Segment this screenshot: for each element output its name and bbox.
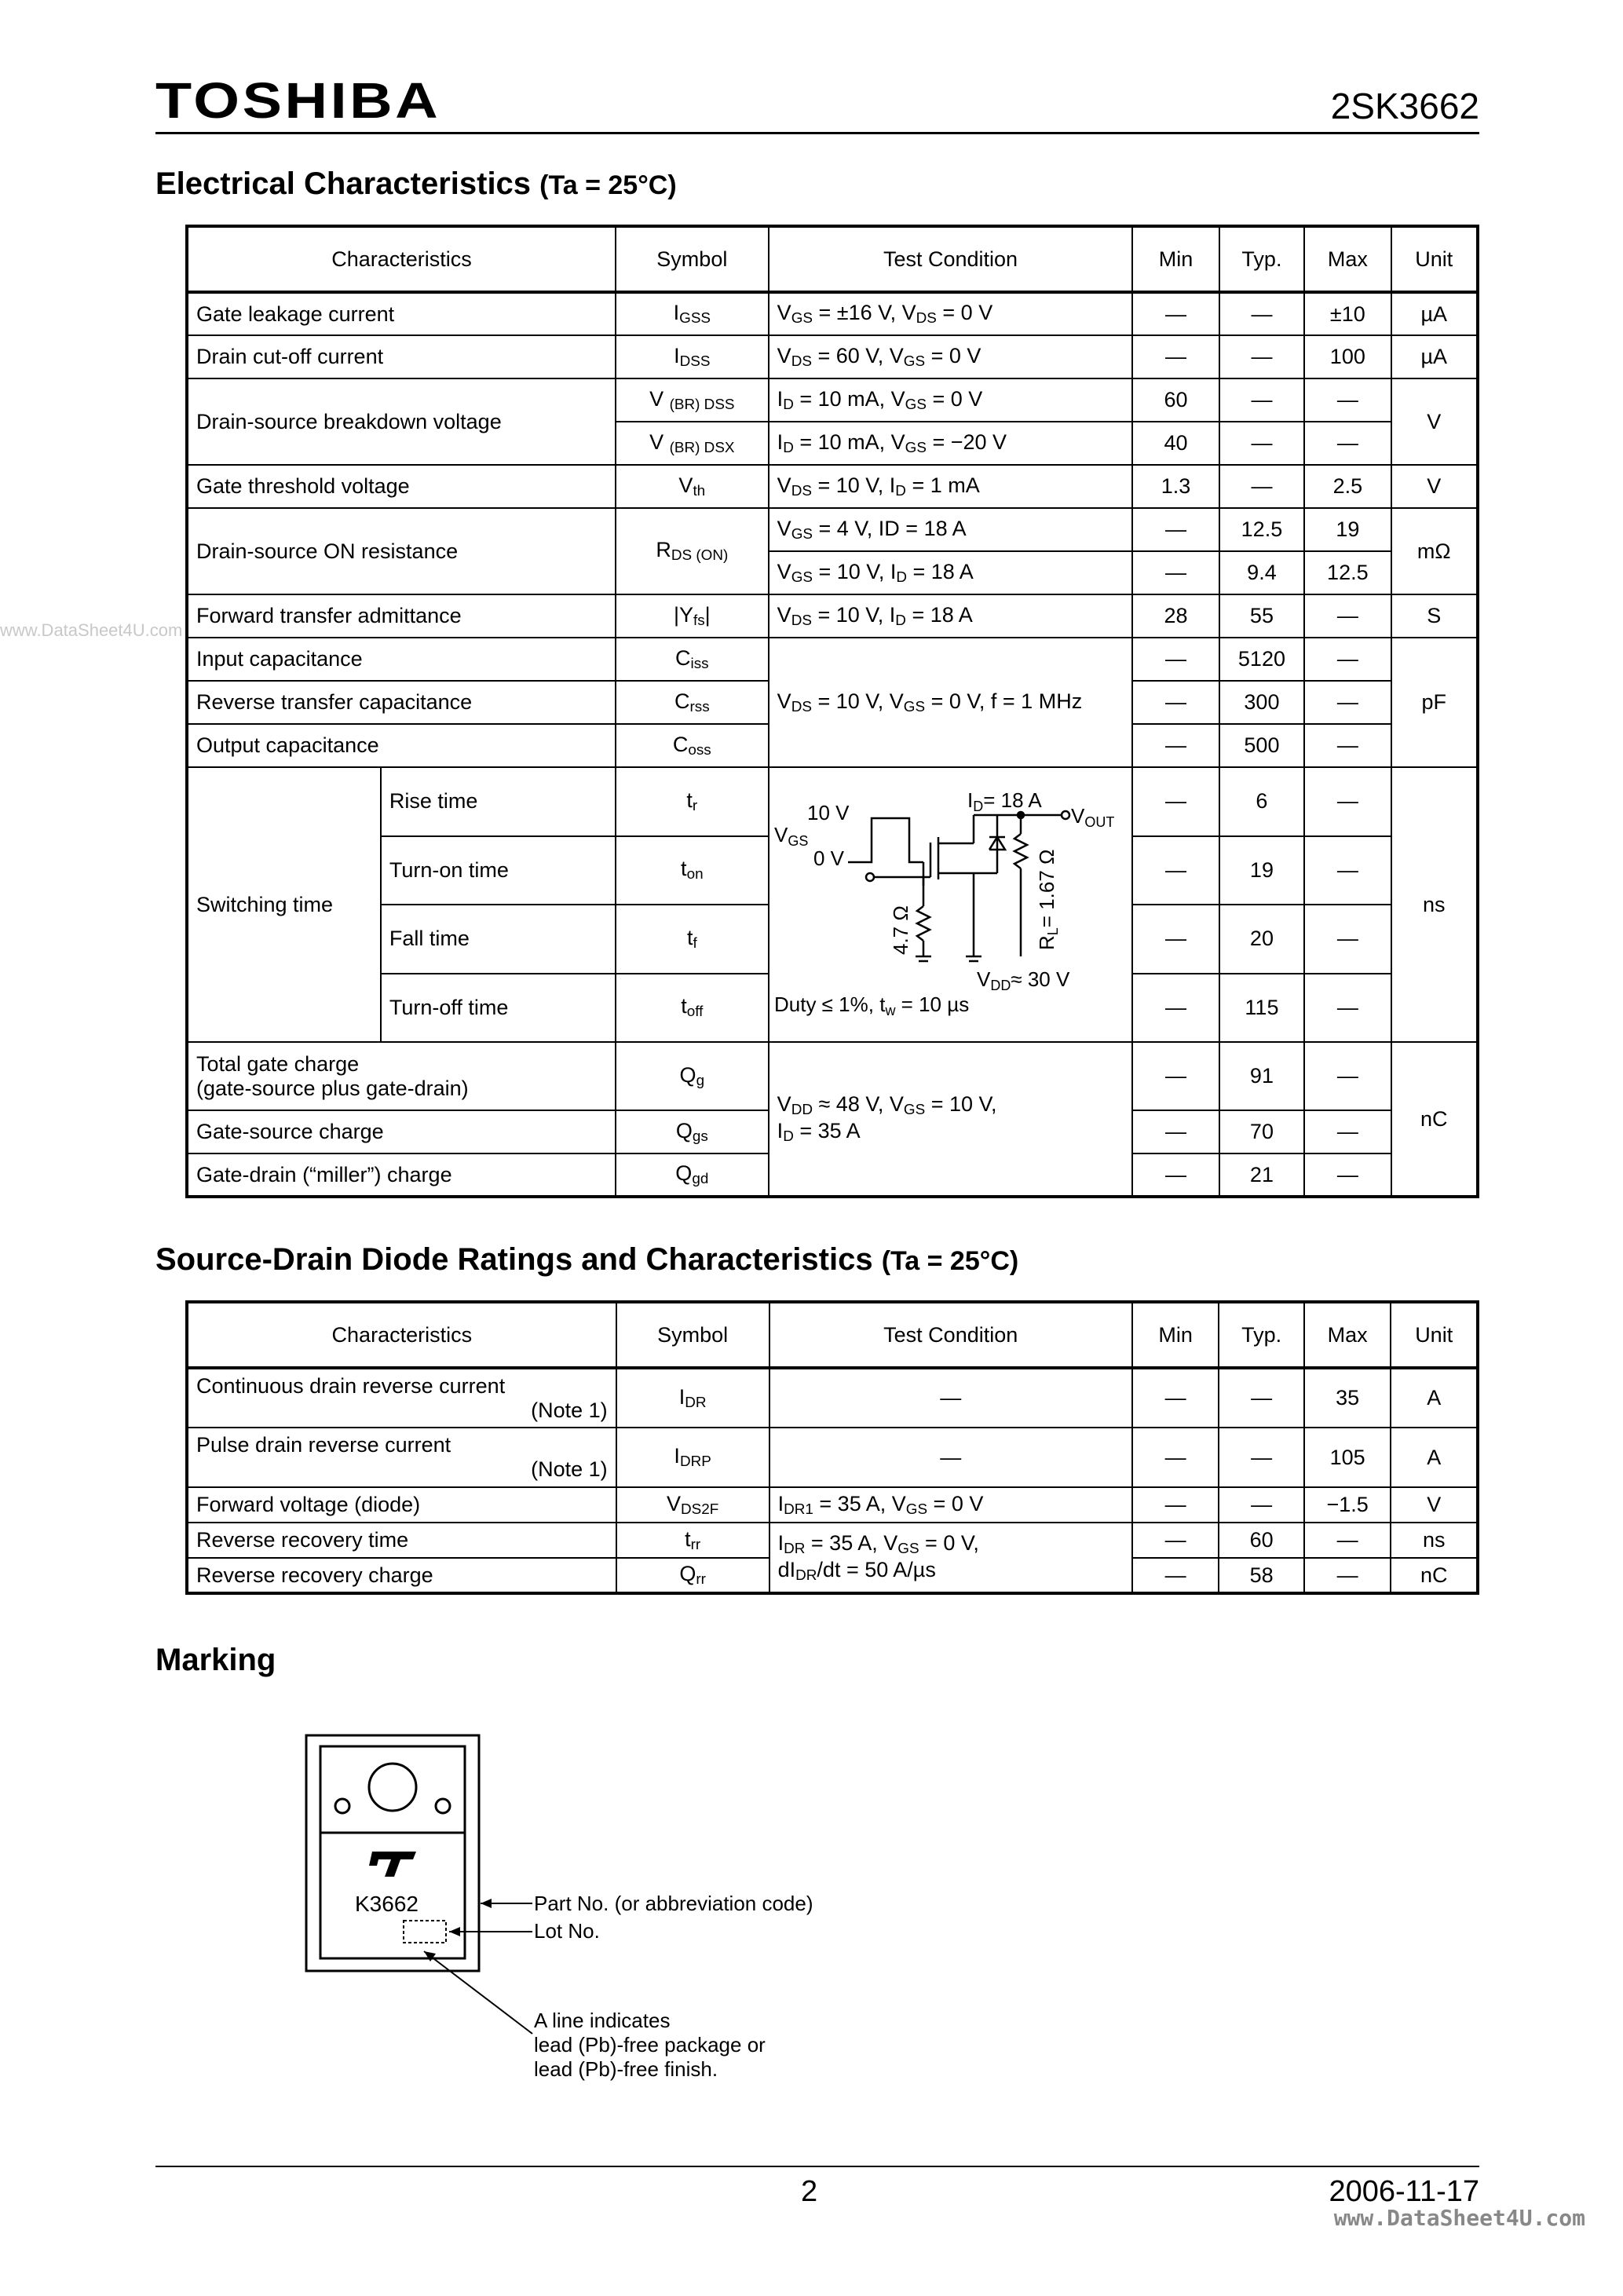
cell-name-text: Pulse drain reverse current	[196, 1433, 451, 1457]
table-row	[187, 1428, 1478, 1487]
cell-name: Gate-drain (“miller”) charge	[187, 1153, 616, 1197]
cell-min: —	[1132, 836, 1219, 905]
cell-unit: V	[1391, 1487, 1478, 1523]
circuit-duty: Duty ≤ 1%, tw = 10 µs	[773, 993, 969, 1018]
cell-typ: 55	[1219, 594, 1304, 638]
cell-symbol: $t_{on}$	[616, 836, 769, 905]
cell-symbol: $t_r$	[616, 767, 769, 836]
cell-condition: $V_{DS} = 10$ V, $I_D = 1$ mA	[769, 465, 1133, 508]
cell-max: —	[1304, 905, 1391, 974]
footer-rule	[155, 2166, 1479, 2167]
cell-min: —	[1132, 292, 1219, 335]
cell-min: —	[1132, 1558, 1219, 1593]
electrical-table	[185, 225, 1479, 1198]
cell-typ: 58	[1219, 1558, 1304, 1593]
cell-typ: 91	[1219, 1042, 1304, 1110]
cell-min: —	[1132, 724, 1219, 767]
circuit-id: ID= 18 A	[967, 788, 1042, 814]
cell-name: Input capacitance	[187, 638, 616, 681]
cell-symbol: $I_{GSS}$	[616, 292, 769, 335]
marking-part-label: Part No. (or abbreviation code)	[534, 1892, 813, 1915]
circuit-vout: VOUT	[1070, 804, 1115, 830]
cell-symbol: $C_{iss}$	[616, 638, 769, 681]
electrical-title	[155, 168, 677, 199]
cell-typ: 500	[1219, 724, 1304, 767]
electrical-title-text: Electrical Characteristics	[155, 166, 532, 201]
cell-symbol: $Q_{gs}$	[616, 1110, 769, 1153]
cell-min: —	[1132, 1487, 1219, 1523]
cell-max: —	[1304, 1558, 1391, 1593]
diode-table	[185, 1300, 1479, 1595]
cell-typ: —	[1219, 335, 1304, 378]
cell-max: 12.5	[1304, 551, 1391, 594]
cell-condition: $V_{GS} = 4$ V, ID = 18 A	[769, 508, 1133, 551]
cell-max: 35	[1304, 1368, 1391, 1428]
cell-typ: 70	[1219, 1110, 1304, 1153]
cell-condition: $I_{DR1} = 35$ A, $V_{GS} = 0$ V	[769, 1487, 1132, 1523]
cell-unit: nC	[1391, 1558, 1478, 1593]
cell-max: ±10	[1304, 292, 1391, 335]
diode-title-cond: (Ta = 25°C)	[881, 1246, 1019, 1276]
cell-max: —	[1304, 1110, 1391, 1153]
cell-min: —	[1132, 1153, 1219, 1197]
cell-name	[187, 1368, 616, 1428]
cell-min: —	[1132, 1110, 1219, 1153]
cell-condition: $V_{DD} \approx 48$ V, $V_{GS} = 10$ V, $I_D = 35$ A	[769, 1042, 1133, 1197]
table-row	[187, 1042, 1478, 1110]
cell-symbol: $Q_{gd}$	[616, 1153, 769, 1197]
col-test-condition: Test Condition	[769, 226, 1133, 292]
col-min: Min	[1132, 226, 1219, 292]
cell-symbol: $t_{off}$	[616, 974, 769, 1043]
cell-min: 40	[1132, 422, 1219, 465]
brand-logo: TOSHIBA	[155, 72, 441, 129]
cell-max: 100	[1304, 335, 1391, 378]
cell-symbol: $I_{DR}$	[616, 1368, 769, 1428]
cell-symbol: $R_{DS (ON)}$	[616, 508, 769, 594]
page-number: 2	[801, 2175, 818, 2208]
cell-typ: 6	[1219, 767, 1304, 836]
col-characteristics: Characteristics	[187, 1302, 616, 1368]
cell-min: 60	[1132, 378, 1219, 422]
col-symbol: Symbol	[616, 226, 769, 292]
cell-max: —	[1304, 1523, 1391, 1558]
cell-condition: $V_{GS} = 10$ V, $I_D = 18$ A	[769, 551, 1133, 594]
cell-max: 105	[1304, 1428, 1391, 1487]
cell-min: —	[1132, 638, 1219, 681]
cell-min: —	[1132, 767, 1219, 836]
table-row	[187, 767, 1478, 836]
col-test-condition: Test Condition	[769, 1302, 1132, 1368]
cell-symbol: $V_{DS2F}$	[616, 1487, 769, 1523]
cell-min: —	[1132, 1523, 1219, 1558]
cell-max: —	[1304, 681, 1391, 724]
cell-note: (Note 1)	[531, 1457, 608, 1481]
switching-test-circuit	[769, 768, 1131, 1041]
cell-name: Gate threshold voltage	[187, 465, 616, 508]
table-row	[187, 594, 1478, 638]
cell-max: —	[1304, 1042, 1391, 1110]
cell-typ: —	[1219, 378, 1304, 422]
cell-symbol: $t_{rr}$	[616, 1523, 769, 1558]
col-typ: Typ.	[1219, 226, 1304, 292]
cell-name: Reverse recovery time	[187, 1523, 616, 1558]
cell-typ: 5120	[1219, 638, 1304, 681]
cell-name: Gate leakage current	[187, 292, 616, 335]
cell-typ: —	[1219, 292, 1304, 335]
cell-symbol: V $_{(BR) DSX}$	[616, 422, 769, 465]
cell-condition: $I_D = 10$ mA, $V_{GS} = 0$ V	[769, 378, 1133, 422]
table-header-row	[187, 1302, 1478, 1368]
marking-note-1: A line indicates	[534, 2009, 671, 2032]
watermark-bottom: www.DataSheet4U.com	[1333, 2205, 1585, 2231]
toshiba-t-logo-icon	[369, 1852, 416, 1877]
table-row	[187, 1523, 1478, 1558]
cell-subname: Fall time	[381, 905, 616, 974]
cell-min: —	[1132, 1368, 1219, 1428]
cell-typ: 9.4	[1219, 551, 1304, 594]
part-number: 2SK3662	[1330, 86, 1479, 126]
col-symbol: Symbol	[616, 1302, 769, 1368]
col-min: Min	[1132, 1302, 1219, 1368]
cell-unit: V	[1391, 378, 1478, 465]
cell-name	[187, 1428, 616, 1487]
cell-max: —	[1304, 974, 1391, 1043]
circuit-vgs: VGS	[773, 823, 809, 849]
circuit-vdd: VDD≈ 30 V	[976, 967, 1069, 993]
cell-min: —	[1132, 551, 1219, 594]
cell-symbol: $I_{DRP}$	[616, 1428, 769, 1487]
doc-date: 2006-11-17	[1329, 2175, 1479, 2208]
cell-max: —	[1304, 724, 1391, 767]
col-unit: Unit	[1391, 226, 1478, 292]
cell-max: —	[1304, 767, 1391, 836]
cell-symbol: $I_{DSS}$	[616, 335, 769, 378]
cell-name: Reverse recovery charge	[187, 1558, 616, 1593]
cell-min: —	[1132, 905, 1219, 974]
cell-name: Reverse transfer capacitance	[187, 681, 616, 724]
cell-name: Drain-source breakdown voltage	[187, 378, 616, 465]
cell-symbol: $C_{oss}$	[616, 724, 769, 767]
cell-unit: A	[1391, 1368, 1478, 1428]
cell-typ: —	[1219, 465, 1304, 508]
cell-min: —	[1132, 508, 1219, 551]
col-typ: Typ.	[1219, 1302, 1304, 1368]
table-row	[187, 465, 1478, 508]
cell-typ: —	[1219, 1368, 1304, 1428]
diode-title	[155, 1244, 1018, 1275]
cell-unit: ns	[1391, 767, 1478, 1042]
cell-symbol: $V_{th}$	[616, 465, 769, 508]
cell-name: Drain-source ON resistance	[187, 508, 616, 594]
cell-max: —	[1304, 594, 1391, 638]
cell-symbol: $t_f$	[616, 905, 769, 974]
table-header-row	[187, 226, 1478, 292]
cell-name: Switching time	[187, 767, 381, 1042]
cell-condition: $V_{GS} = \pm 16$ V, $V_{DS} = 0$ V	[769, 292, 1133, 335]
cell-name: Forward transfer admittance	[187, 594, 616, 638]
cell-max: —	[1304, 1153, 1391, 1197]
cell-typ: —	[1219, 1428, 1304, 1487]
cell-unit: nC	[1391, 1042, 1478, 1197]
cell-min: —	[1132, 1042, 1219, 1110]
cell-unit: A	[1391, 1428, 1478, 1487]
cell-subname: Rise time	[381, 767, 616, 836]
marking-lot-label: Lot No.	[534, 1919, 600, 1943]
cell-max: −1.5	[1304, 1487, 1391, 1523]
table-row	[187, 1368, 1478, 1428]
cell-name: Output capacitance	[187, 724, 616, 767]
table-row	[187, 335, 1478, 378]
cell-condition: $I_{DR} = 35$ A, $V_{GS} = 0$ V, $dI_{DR}/dt = 50$ A/µs	[769, 1523, 1132, 1593]
cell-unit: µA	[1391, 292, 1478, 335]
watermark-left: www.DataSheet4U.com	[0, 620, 183, 640]
cell-symbol: V $_{(BR) DSS}$	[616, 378, 769, 422]
cell-name	[187, 1042, 616, 1110]
cell-max: —	[1304, 422, 1391, 465]
cell-typ: —	[1219, 422, 1304, 465]
cell-name: Forward voltage (diode)	[187, 1487, 616, 1523]
cell-typ: 12.5	[1219, 508, 1304, 551]
cell-max: —	[1304, 638, 1391, 681]
cell-symbol: $|Y_{fs}|$	[616, 594, 769, 638]
cell-min: —	[1132, 681, 1219, 724]
cell-min: —	[1132, 974, 1219, 1043]
cell-min: 28	[1132, 594, 1219, 638]
cell-max: 2.5	[1304, 465, 1391, 508]
col-characteristics: Characteristics	[187, 226, 616, 292]
qg-name-line2: (gate-source plus gate-drain)	[196, 1076, 469, 1100]
cell-symbol: $C_{rss}$	[616, 681, 769, 724]
cell-subname: Turn-off time	[381, 974, 616, 1043]
cell-max: —	[1304, 378, 1391, 422]
cell-max: —	[1304, 836, 1391, 905]
cell-unit: S	[1391, 594, 1478, 638]
circuit-r47: 4.7 Ω	[888, 905, 912, 955]
table-row	[187, 638, 1478, 681]
cell-condition: $V_{DS} = 10$ V, $V_{GS} = 0$ V, f = 1 MHz	[769, 638, 1133, 767]
cell-unit: V	[1391, 465, 1478, 508]
cell-unit: pF	[1391, 638, 1478, 767]
table-row	[187, 292, 1478, 335]
marking-title: Marking	[155, 1643, 276, 1677]
cell-note: (Note 1)	[531, 1398, 608, 1422]
cell-min: —	[1132, 1428, 1219, 1487]
cell-max: 19	[1304, 508, 1391, 551]
cell-symbol: $Q_{rr}$	[616, 1558, 769, 1593]
cell-typ: 115	[1219, 974, 1304, 1043]
cell-typ: 60	[1219, 1523, 1304, 1558]
cell-name: Gate-source charge	[187, 1110, 616, 1153]
cell-typ: 300	[1219, 681, 1304, 724]
cell-condition: $V_{DS} = 60$ V, $V_{GS} = 0$ V	[769, 335, 1133, 378]
circuit-rl: RL= 1.67 Ω	[1034, 849, 1061, 950]
table-row	[187, 378, 1478, 422]
col-unit: Unit	[1391, 1302, 1478, 1368]
cell-min: —	[1132, 335, 1219, 378]
qg-name-line1: Total gate charge	[196, 1051, 360, 1076]
cell-name: Drain cut-off current	[187, 335, 616, 378]
cell-condition: —	[769, 1428, 1132, 1487]
marking-note-3: lead (Pb)-free finish.	[534, 2057, 718, 2081]
cell-unit: ns	[1391, 1523, 1478, 1558]
cell-condition: $I_D = 10$ mA, $V_{GS} = -20$ V	[769, 422, 1133, 465]
cell-typ: 19	[1219, 836, 1304, 905]
diode-title-text: Source-Drain Diode Ratings and Characteristics	[155, 1242, 873, 1277]
marking-note-2: lead (Pb)-free package or	[534, 2033, 766, 2057]
cell-subname: Turn-on time	[381, 836, 616, 905]
table-row	[187, 1487, 1478, 1523]
circuit-v10: 10 V	[806, 801, 850, 824]
switching-circuit-cell	[769, 767, 1133, 1042]
marking-diagram	[298, 1727, 895, 2081]
col-max: Max	[1304, 1302, 1391, 1368]
header-rule	[155, 132, 1479, 134]
cell-min: 1.3	[1132, 465, 1219, 508]
cell-unit: µA	[1391, 335, 1478, 378]
cell-typ: 21	[1219, 1153, 1304, 1197]
circuit-v0: 0 V	[813, 846, 844, 870]
electrical-title-cond: (Ta = 25°C)	[539, 170, 677, 200]
cell-typ: 20	[1219, 905, 1304, 974]
cell-name-text: Continuous drain reverse current	[196, 1373, 506, 1398]
marking-code: K3662	[355, 1892, 419, 1916]
table-row	[187, 508, 1478, 551]
cell-condition: —	[769, 1368, 1132, 1428]
cell-unit: mΩ	[1391, 508, 1478, 594]
cell-typ: —	[1219, 1487, 1304, 1523]
col-max: Max	[1304, 226, 1391, 292]
cell-condition: $V_{DS} = 10$ V, $I_D = 18$ A	[769, 594, 1133, 638]
cell-symbol: $Q_g$	[616, 1042, 769, 1110]
